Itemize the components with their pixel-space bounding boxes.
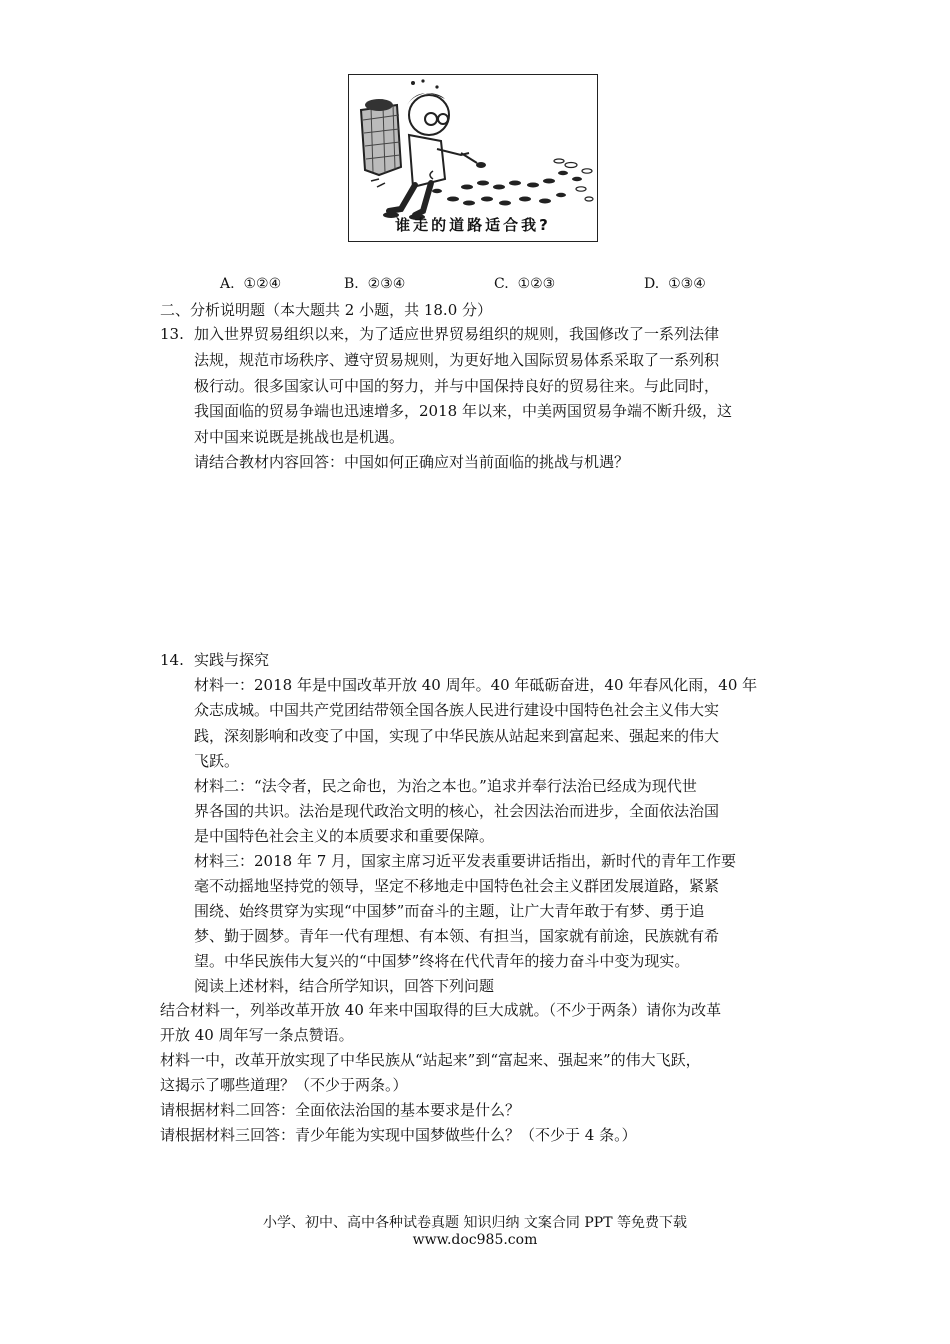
q14-material-line: 围绕、始终贯穿为实现“中国梦”而奋斗的主题，让广大青年敢于有梦、勇于追: [194, 902, 705, 920]
q13-text-line: 对中国来说既是挑战也是机遇。: [194, 428, 405, 446]
option-b: [344, 276, 405, 292]
section-heading: 二、分析说明题（本大题共 2 小题，共 18.0 分）: [160, 301, 493, 319]
q14-material-line: 是中国特色社会主义的本质要求和重要保障。: [194, 827, 495, 845]
q13-text-line: 加入世界贸易组织以来，为了适应世界贸易组织的规则，我国修改了一系列法律: [194, 325, 720, 343]
q14-material-line: 飞跃。: [194, 752, 240, 770]
option-text: ①②③: [517, 276, 556, 292]
question-number: 14.: [160, 651, 184, 669]
option-letter: D.: [644, 276, 660, 292]
q14-sub-question: 这揭示了哪些道理？（不少于两条。）: [160, 1076, 408, 1094]
option-letter: A.: [220, 276, 235, 292]
q14-sub-question: 开放 40 周年写一条点赞语。: [160, 1026, 354, 1044]
option-text: ①②④: [243, 276, 282, 292]
q14-material-line: 梦、勤于圆梦。青年一代有理想、有本领、有担当，国家就有前途，民族就有希: [194, 927, 720, 945]
question-number: 13.: [160, 325, 184, 343]
footer-url[interactable]: www.doc985.com: [412, 1232, 538, 1248]
option-letter: B.: [344, 276, 359, 292]
option-a: [220, 276, 281, 292]
cartoon-caption: 谁走的道路适合我?: [395, 216, 551, 234]
q14-sub-question: 结合材料一，列举改革开放 40 年来中国取得的巨大成就。（不少于两条）请你为改革: [160, 1001, 722, 1019]
q14-material-line: 毫不动摇地坚持党的领导，坚定不移地走中国特色社会主义群团发展道路，紧紧: [194, 877, 720, 895]
cartoon-illustration: [348, 74, 598, 242]
q13-text-line: 我国面临的贸易争端也迅速增多，2018 年以来，中美两国贸易争端不断升级，这: [194, 402, 732, 420]
q14-material-line: 望。中华民族伟大复兴的“中国梦”终将在代代青年的接力奋斗中变为现实。: [194, 952, 690, 970]
q14-title: 实践与探究: [194, 651, 270, 669]
q14-sub-question: 请根据材料三回答：青少年能为实现中国梦做些什么？（不少于 4 条。）: [160, 1126, 637, 1144]
q14-instruction: 阅读上述材料，结合所学知识，回答下列问题: [194, 977, 495, 995]
q14-material-line: 众志成城。中国共产党团结带领全国各族人民进行建设中国特色社会主义伟大实: [194, 701, 720, 719]
option-c: [494, 276, 555, 292]
q14-sub-question: 材料一中，改革开放实现了中华民族从“站起来”到“富起来、强起来”的伟大飞跃，: [160, 1051, 701, 1069]
q13-text-line: 极行动。很多国家认可中国的努力，并与中国保持良好的贸易往来。与此同时，: [194, 377, 720, 395]
q14-material-line: 界各国的共识。法治是现代政治文明的核心，社会因法治而进步，全面依法治国: [194, 802, 720, 820]
footer-promo: 小学、初中、高中各种试卷真题 知识归纳 文案合同 PPT 等免费下载: [263, 1215, 687, 1231]
q14-sub-question: 请根据材料二回答：全面依法治国的基本要求是什么？: [160, 1101, 521, 1119]
option-text: ①③④: [668, 276, 706, 292]
option-text: ②③④: [367, 276, 406, 292]
q13-text-line: 法规，规范市场秩序、遵守贸易规则，为更好地入国际贸易体系采取了一系列积: [194, 351, 720, 369]
option-d: [644, 276, 706, 292]
q13-question: 请结合教材内容回答：中国如何正确应对当前面临的挑战与机遇？: [194, 453, 630, 471]
q14-material-line: 材料三：2018 年 7 月，国家主席习近平发表重要讲话指出，新时代的青年工作要: [194, 852, 737, 870]
q14-material-line: 材料二：“法令者，民之命也，为治之本也。”追求并奉行法治已经成为现代世: [194, 777, 697, 795]
option-letter: C.: [494, 276, 509, 292]
q14-material-line: 践，深刻影响和改变了中国，实现了中华民族从站起来到富起来、强起来的伟大: [194, 727, 720, 745]
q14-material-line: 材料一：2018 年是中国改革开放 40 周年。40 年砥砺奋进，40 年春风化雨，40 年: [194, 676, 758, 694]
